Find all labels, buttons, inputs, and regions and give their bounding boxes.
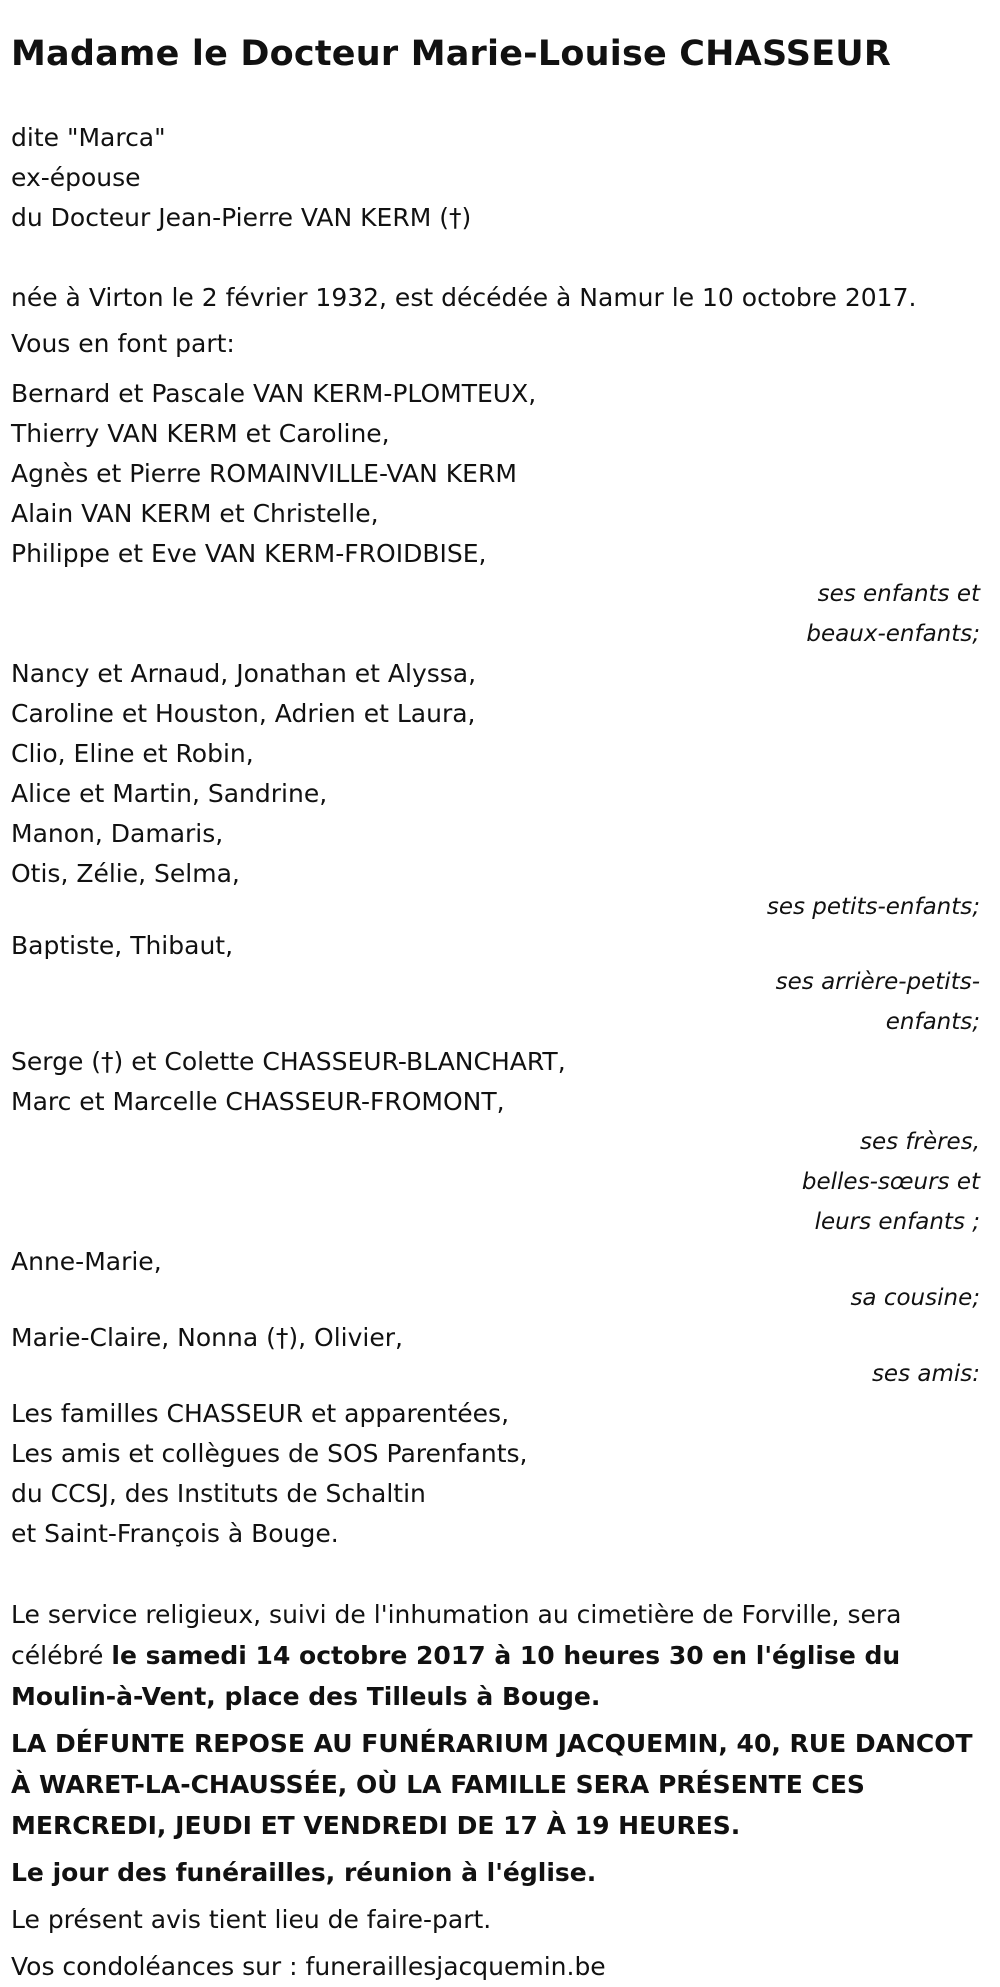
role-line: beaux-enfants; [806, 621, 980, 647]
role-line: leurs enfants ; [814, 1209, 980, 1235]
siblings-role [0, 1122, 980, 1242]
intro-line: ex-épouse [11, 163, 141, 192]
list-item: Alice et Martin, Sandrine, [11, 779, 328, 808]
meeting-line: Le jour des funérailles, réunion à l'église. [11, 1858, 597, 1887]
list-item: Marc et Marcelle CHASSEUR-FROMONT, [11, 1087, 505, 1116]
service-intro: Le service religieux, suivi de l'inhumation au cimetière de Forville, sera célébré [11, 1600, 902, 1670]
families-list [11, 1394, 982, 1554]
list-item: Thierry VAN KERM et Caroline, [11, 419, 390, 448]
list-item: Nancy et Arnaud, Jonathan et Alyssa, [11, 659, 477, 688]
list-item: Manon, Damaris, [11, 819, 224, 848]
list-item: Otis, Zélie, Selma, [11, 859, 240, 888]
list-item: Agnès et Pierre ROMAINVILLE-VAN KERM [11, 459, 517, 488]
list-item: Les familles CHASSEUR et apparentées, [11, 1399, 510, 1428]
service-date-place: le samedi 14 octobre 2017 à 10 heures 30 en l'église du Moulin-à-Vent, place des Tilleuls à Bouge. [11, 1641, 901, 1711]
siblings-list [11, 1042, 982, 1122]
list-item: Philippe et Eve VAN KERM-FROIDBISE, [11, 539, 487, 568]
role-line: belles-sœurs et [801, 1169, 980, 1195]
great-grandchildren-role [0, 962, 980, 1042]
announce-line: Vous en font part: [11, 329, 235, 358]
list-item: Alain VAN KERM et Christelle, [11, 499, 379, 528]
role-line: ses amis: [871, 1361, 980, 1387]
list-item: Bernard et Pascale VAN KERM-PLOMTEUX, [11, 379, 537, 408]
intro-line: du Docteur Jean-Pierre VAN KERM (†) [11, 203, 472, 232]
role-line: ses frères, [859, 1129, 980, 1155]
cousin-line: Anne-Marie, [11, 1247, 162, 1276]
intro-line: dite "Marca" [11, 123, 166, 152]
list-item: Caroline et Houston, Adrien et Laura, [11, 699, 476, 728]
birth-death-line: née à Virton le 2 février 1932, est décédée à Namur le 10 octobre 2017. [11, 283, 917, 312]
grandchildren-role [0, 894, 980, 920]
role-line: ses petits-enfants; [766, 894, 980, 920]
role-line: sa cousine; [850, 1285, 980, 1311]
service-paragraph [11, 1594, 986, 1717]
list-item: du CCSJ, des Instituts de Schaltin [11, 1479, 426, 1508]
children-list [11, 374, 982, 574]
role-line: enfants; [885, 1009, 980, 1035]
children-role [0, 574, 980, 654]
condolences-line: Vos condoléances sur : funeraillesjacquemin.be [11, 1952, 606, 1981]
funerarium-paragraph: LA DÉFUNTE REPOSE AU FUNÉRARIUM JACQUEMIN, 40, RUE DANCOT À WARET-LA-CHAUSSÉE, OÙ LA FAMILLE SERA PRÉSENTE CES MERCREDI, JEUDI ET VENDREDI DE 17 À 19 HEURES. [11, 1729, 973, 1840]
list-item: Serge (†) et Colette CHASSEUR-BLANCHART, [11, 1047, 566, 1076]
page-title: Madame le Docteur Marie-Louise CHASSEUR [11, 34, 892, 74]
list-item: Les amis et collègues de SOS Parenfants, [11, 1439, 528, 1468]
role-line: ses enfants et [817, 581, 980, 607]
intro-block [11, 118, 982, 238]
notice-line: Le présent avis tient lieu de faire-part. [11, 1905, 492, 1934]
friends-role [0, 1358, 980, 1390]
great-grandchildren-line: Baptiste, Thibaut, [11, 931, 234, 960]
role-line: ses arrière-petits- [775, 969, 980, 995]
list-item: et Saint-François à Bouge. [11, 1519, 339, 1548]
list-item: Clio, Eline et Robin, [11, 739, 254, 768]
grandchildren-list [11, 654, 982, 894]
cousin-role [0, 1282, 980, 1314]
friends-line: Marie-Claire, Nonna (†), Olivier, [11, 1323, 403, 1352]
